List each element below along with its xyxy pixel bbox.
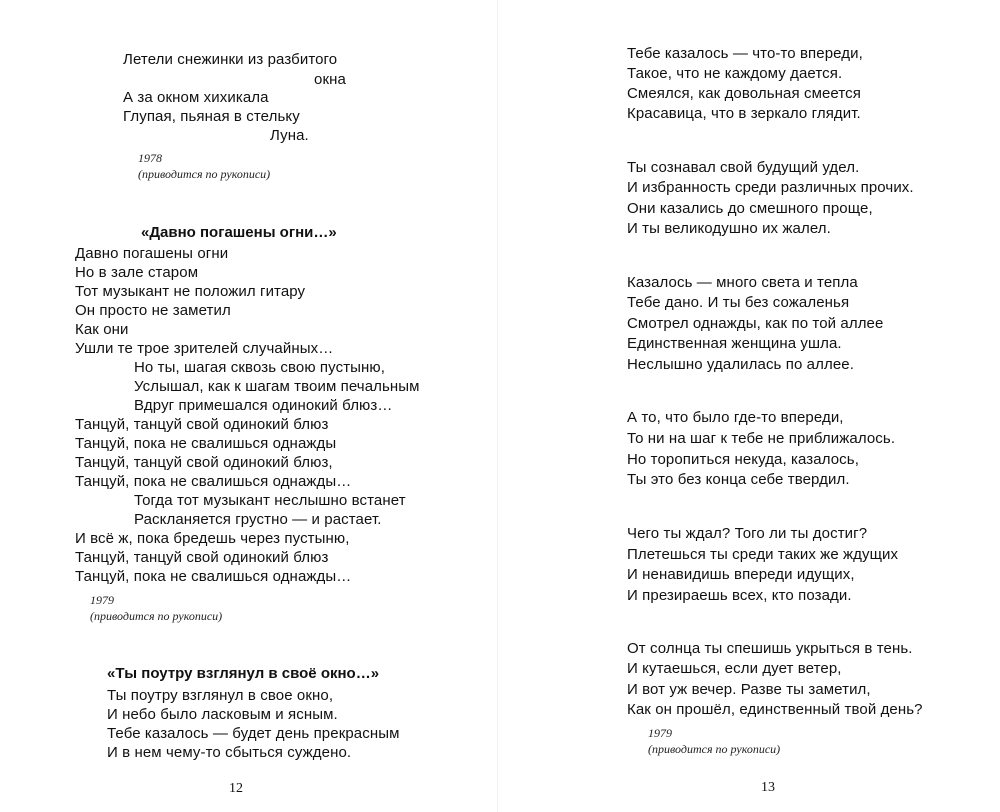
poem-source-note: (приводится по рукописи) xyxy=(90,609,223,623)
poem-line: И избранность среди различных прочих. xyxy=(627,179,914,196)
poem-line: Танцуй, танцуй свой одинокий блюз, xyxy=(75,454,333,471)
poem-source-note: (приводится по рукописи) xyxy=(648,742,781,756)
poem-line: Такое, что не каждому дается. xyxy=(627,65,843,82)
poem-line: И небо было ласковым и ясным. xyxy=(107,706,338,723)
poem-line: Танцуй, пока не свалишься однажды… xyxy=(75,473,352,490)
poem-line: Ты это без конца себе твердил. xyxy=(627,471,850,488)
poem-source-note: (приводится по рукописи) xyxy=(138,167,271,181)
poem-line: И ненавидишь впереди идущих, xyxy=(627,566,855,583)
poem-line: Неслышно удалилась по аллее. xyxy=(627,356,854,373)
poem-line: Давно погашены огни xyxy=(75,245,229,262)
page-number: 12 xyxy=(229,781,243,796)
poem-line: Как он прошёл, единственный твой день? xyxy=(627,701,923,718)
poem-line: Они казались до смешного проще, xyxy=(627,200,873,217)
poem-line: И вот уж вечер. Разве ты заметил, xyxy=(627,681,871,698)
poem-line: Казалось — много света и тепла xyxy=(627,274,858,291)
poem-line: И презираешь всех, кто позади. xyxy=(627,587,852,604)
poem-line: Танцуй, пока не свалишься однажды xyxy=(75,435,337,452)
poem-title: «Давно погашены огни…» xyxy=(141,224,337,241)
poem-line: И кутаешься, если дует ветер, xyxy=(627,660,842,677)
poem-line: А за окном хихикала xyxy=(123,89,269,106)
poem-line: Тебе казалось — будет день прекрасным xyxy=(107,725,400,742)
poem-line: Смеялся, как довольная смеется xyxy=(627,85,861,102)
poem-line: Танцуй, танцуй свой одинокий блюз xyxy=(75,549,329,566)
right-page xyxy=(497,0,1000,812)
poem-line: Услышал, как к шагам твоим печальным xyxy=(134,378,420,395)
poem-year: 1979 xyxy=(90,593,114,607)
poem-title: «Ты поутру взглянул в своё окно…» xyxy=(107,665,380,682)
poem-line: Плетешься ты среди таких же ждущих xyxy=(627,546,899,563)
poem-line: От солнца ты спешишь укрыться в тень. xyxy=(627,640,913,657)
poem-year: 1979 xyxy=(648,726,672,740)
poem-line: Как они xyxy=(75,321,129,338)
poem-line: Танцуй, танцуй свой одинокий блюз xyxy=(75,416,329,433)
poem-line: Раскланяется грустно — и растает. xyxy=(134,511,382,528)
poem-line: Но торопиться некуда, казалось, xyxy=(627,451,859,468)
left-page xyxy=(0,0,497,812)
poem-line: Единственная женщина ушла. xyxy=(627,335,842,352)
poem-line: То ни на шаг к тебе не приближалось. xyxy=(627,430,896,447)
poem-line: Но ты, шагая сквозь свою пустыню, xyxy=(134,359,386,376)
poem-line: Он просто не заметил xyxy=(75,302,231,319)
poem-line: Смотрел однажды, как по той аллее xyxy=(627,315,884,332)
poem-year: 1978 xyxy=(138,151,162,165)
poem-line: окна xyxy=(314,71,346,88)
poem-line: Танцуй, пока не свалишься однажды… xyxy=(75,568,352,585)
poem-line: Тот музыкант не положил гитару xyxy=(75,283,306,300)
poem-line: И ты великодушно их жалел. xyxy=(627,220,831,237)
poem-line: Вдруг примешался одинокий блюз… xyxy=(134,397,393,414)
poem-line: Луна. xyxy=(270,127,309,144)
poem-line: Красавица, что в зеркало глядит. xyxy=(627,105,861,122)
poem-line: Ты поутру взглянул в свое окно, xyxy=(107,687,334,704)
poem-line: Глупая, пьяная в стельку xyxy=(123,108,300,125)
poem-line: Но в зале старом xyxy=(75,264,199,281)
poem-line: И в нем чему-то сбыться суждено. xyxy=(107,744,352,761)
poem-line: Летели снежинки из разбитого xyxy=(123,51,338,68)
poem-line: И всё ж, пока бредешь через пустыню, xyxy=(75,530,350,547)
poem-line: А то, что было где-то впереди, xyxy=(627,409,844,426)
poem-line: Ушли те трое зрителей случайных… xyxy=(75,340,334,357)
poem-line: Чего ты ждал? Того ли ты достиг? xyxy=(627,525,868,542)
poem-line: Ты сознавал свой будущий удел. xyxy=(627,159,860,176)
poem-line: Тебе дано. И ты без сожаленья xyxy=(627,294,850,311)
poem-line: Тебе казалось — что-то впереди, xyxy=(627,45,863,62)
poem-line: Тогда тот музыкант неслышно встанет xyxy=(134,492,406,509)
page-number: 13 xyxy=(761,780,775,795)
